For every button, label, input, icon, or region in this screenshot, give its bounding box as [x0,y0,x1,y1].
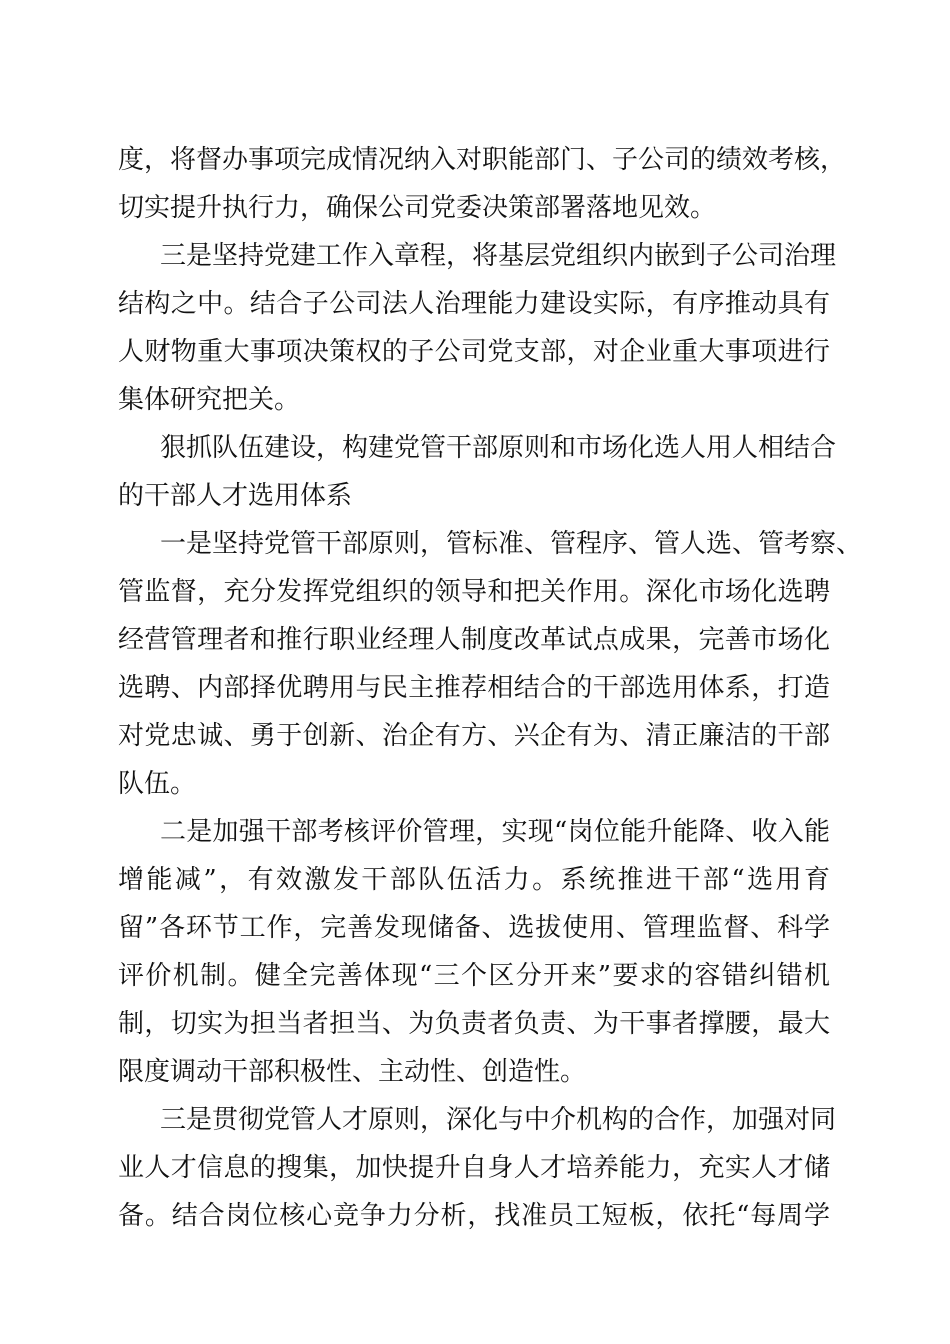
section-heading-team-building [118,424,837,520]
paragraph-three-talent-principle [118,1096,837,1240]
text-line: 增能减”，有效激发干部队伍活力。系统推进干部“选用育 [118,865,830,895]
text-line: 备。结合岗位核心竞争力分析，找准员工短板，依托“每周学 [118,1201,830,1231]
text-line: 留”各环节工作，完善发现储备、选拔使用、管理监督、科学 [118,913,830,943]
text-line: 对党忠诚、勇于创新、治企有方、兴企有为、清正廉洁的干部 [118,721,830,751]
text-line: 的干部人才选用体系 [118,481,353,511]
text-line: 三是坚持党建工作入章程，将基层党组织内嵌到子公司治理 [160,241,837,271]
text-line: 限度调动干部积极性、主动性、创造性。 [118,1057,587,1087]
text-line: 评价机制。健全完善体现“三个区分开来”要求的容错纠错机 [118,961,830,991]
text-line: 切实提升执行力，确保公司党委决策部署落地见效。 [118,193,717,223]
paragraph-three-articles [118,232,837,424]
paragraph-continuation [118,136,847,232]
text-line: 业人才信息的搜集，加快提升自身人才培养能力，充实人才储 [118,1153,830,1183]
paragraph-one-cadre-principle [118,520,863,808]
paragraph-two-cadre-evaluation [118,808,830,1096]
text-line: 人财物重大事项决策权的子公司党支部，对企业重大事项进行 [118,337,830,367]
text-line: 二是加强干部考核评价管理，实现“岗位能升能降、收入能 [160,817,830,847]
text-line: 集体研究把关。 [118,385,301,415]
text-line: 一是坚持党管干部原则，管标准、管程序、管人选、管考察、 [160,529,863,559]
text-line: 选聘、内部择优聘用与民主推荐相结合的干部选用体系，打造 [118,673,830,703]
text-line: 度，将督办事项完成情况纳入对职能部门、子公司的绩效考核， [118,145,847,175]
text-line: 狠抓队伍建设，构建党管干部原则和市场化选人用人相结合 [160,433,837,463]
text-line: 管监督，充分发挥党组织的领导和把关作用。深化市场化选聘 [118,577,830,607]
text-line: 三是贯彻党管人才原则，深化与中介机构的合作，加强对同 [160,1105,837,1135]
text-line: 结构之中。结合子公司法人治理能力建设实际，有序推动具有 [118,289,830,319]
text-line: 制，切实为担当者担当、为负责者负责、为干事者撑腰，最大 [118,1009,830,1039]
document-page [118,136,863,1240]
text-line: 队伍。 [118,769,197,799]
text-line: 经营管理者和推行职业经理人制度改革试点成果，完善市场化 [118,625,830,655]
